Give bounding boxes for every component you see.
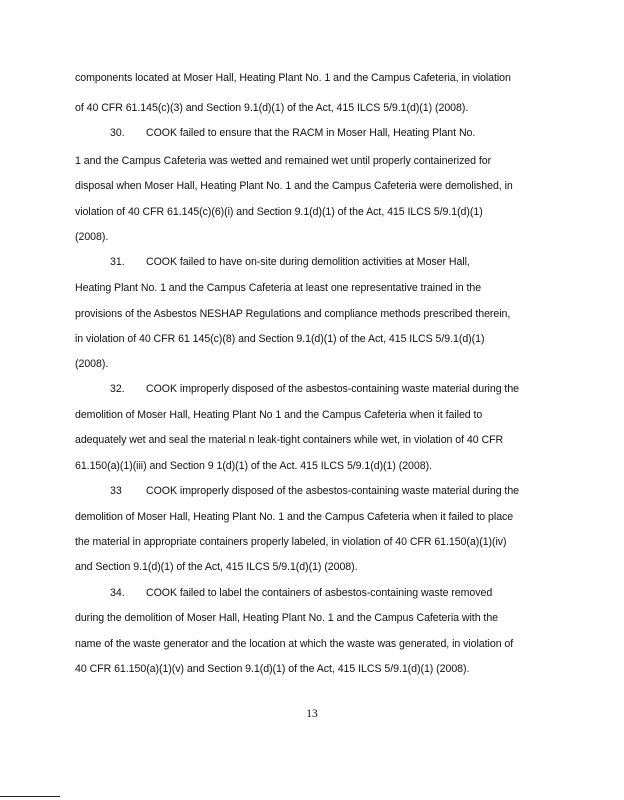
text-line: and Section 9.1(d)(1) of the Act, 415 ILCS 5/9.1(d)(1) (2008). (75, 561, 358, 573)
text-line: (2008). (75, 231, 109, 243)
paragraph-number: 31. (110, 256, 125, 268)
text-line: (2008). (75, 358, 109, 370)
text-line: Heating Plant No. 1 and the Campus Cafeteria at least one representative trained in the (75, 282, 482, 294)
paragraph-number: 33 (110, 485, 122, 497)
text-line: disposal when Moser Hall, Heating Plant No. 1 and the Campus Cafeteria were demolished, in (75, 180, 513, 192)
page-number: 13 (306, 708, 318, 720)
paragraph-first-line: COOK improperly disposed of the asbestos-containing waste material during the (146, 485, 520, 497)
text-line: the material in appropriate containers properly labeled, in violation of 40 CFR 61.150(a)(1)(iv) (75, 536, 507, 548)
text-line: components located at Moser Hall, Heating Plant No. 1 and the Campus Cafeteria, in violation (75, 72, 511, 84)
paragraph-first-line: COOK failed to ensure that the RACM in Moser Hall, Heating Plant No. (146, 127, 476, 139)
text-line: in violation of 40 CFR 61 145(c)(8) and Section 9.1(d)(1) of the Act, 415 ILCS 5/9.1(d)(1) (75, 333, 485, 345)
text-line: 1 and the Campus Cafeteria was wetted and remained wet until properly containerized for (75, 155, 492, 167)
text-line: violation of 40 CFR 61.145(c)(6)(i) and Section 9.1(d)(1) of the Act, 415 ILCS 5/9.1(d)(1) (75, 206, 483, 218)
text-line: 61.150(a)(1)(iii) and Section 9 1(d)(1) of the Act. 415 ILCS 5/9.1(d)(1) (2008). (75, 460, 432, 472)
text-line: name of the waste generator and the location at which the waste was generated, in violation of (75, 638, 514, 650)
paragraph-first-line: COOK improperly disposed of the asbestos-containing waste material during the (146, 383, 520, 395)
paragraph-first-line: COOK failed to have on-site during demolition activities at Moser Hall, (146, 256, 470, 268)
text-line: adequately wet and seal the material n leak-tight containers while wet, in violation of 40 CFR (75, 434, 504, 446)
footnote-rule (0, 796, 60, 797)
text-line: of 40 CFR 61.145(c)(3) and Section 9.1(d)(1) of the Act, 415 ILCS 5/9.1(d)(1) (2008). (75, 102, 469, 114)
text-line: 40 CFR 61.150(a)(1)(v) and Section 9.1(d)(1) of the Act, 415 ILCS 5/9.1(d)(1) (2008). (75, 663, 470, 675)
text-line: demolition of Moser Hall, Heating Plant No. 1 and the Campus Cafeteria when it failed to place (75, 511, 514, 523)
paragraph-first-line: COOK failed to label the containers of asbestos-containing waste removed (146, 587, 493, 599)
text-line: demolition of Moser Hall, Heating Plant No 1 and the Campus Cafeteria when it failed to (75, 409, 483, 421)
paragraph-number: 30. (110, 127, 125, 139)
paragraph-number: 34. (110, 587, 125, 599)
paragraph-number: 32. (110, 383, 125, 395)
text-line: provisions of the Asbestos NESHAP Regulations and compliance methods prescribed therein, (75, 308, 511, 320)
text-line: during the demolition of Moser Hall, Heating Plant No. 1 and the Campus Cafeteria with the (75, 612, 499, 624)
